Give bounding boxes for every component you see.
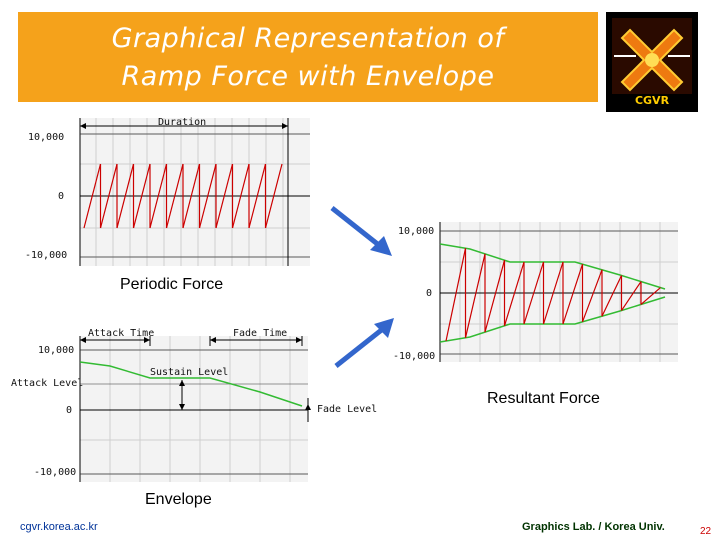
fade-time-label: Fade Time	[233, 328, 288, 339]
footer-lab: Graphics Lab. / Korea Univ.	[522, 521, 665, 533]
page-number: 22	[700, 526, 712, 537]
envelope-caption: Envelope	[145, 491, 212, 508]
resultant-caption: Resultant Force	[487, 390, 600, 407]
arrow-down-right	[332, 208, 380, 246]
periodic-caption: Periodic Force	[120, 276, 224, 293]
duration-label: Duration	[158, 117, 207, 128]
arrow-up-right	[336, 328, 384, 366]
envelope-ytick-zero: 0	[66, 405, 73, 416]
fade-level-label: Fade Level	[317, 404, 378, 415]
resultant-ytick-bottom: -10,000	[393, 351, 436, 362]
envelope-ytick-bottom: -10,000	[34, 467, 77, 478]
envelope-ytick-top: 10,000	[38, 345, 75, 356]
resultant-ytick-zero: 0	[426, 288, 433, 299]
periodic-ytick-bottom: -10,000	[25, 250, 68, 261]
periodic-ytick-top: 10,000	[28, 132, 65, 143]
slide-title: Graphical Representation of Ramp Force with Envelope	[111, 23, 505, 92]
attack-time-label: Attack Time	[88, 328, 155, 339]
periodic-ytick-zero: 0	[58, 191, 65, 202]
sustain-level-label: Sustain Level	[150, 367, 229, 378]
logo-text: CGVR	[634, 94, 670, 107]
footer-website: cgvr.korea.ac.kr	[20, 521, 98, 533]
attack-level-label: Attack Level	[11, 378, 84, 389]
resultant-ytick-top: 10,000	[398, 226, 435, 237]
